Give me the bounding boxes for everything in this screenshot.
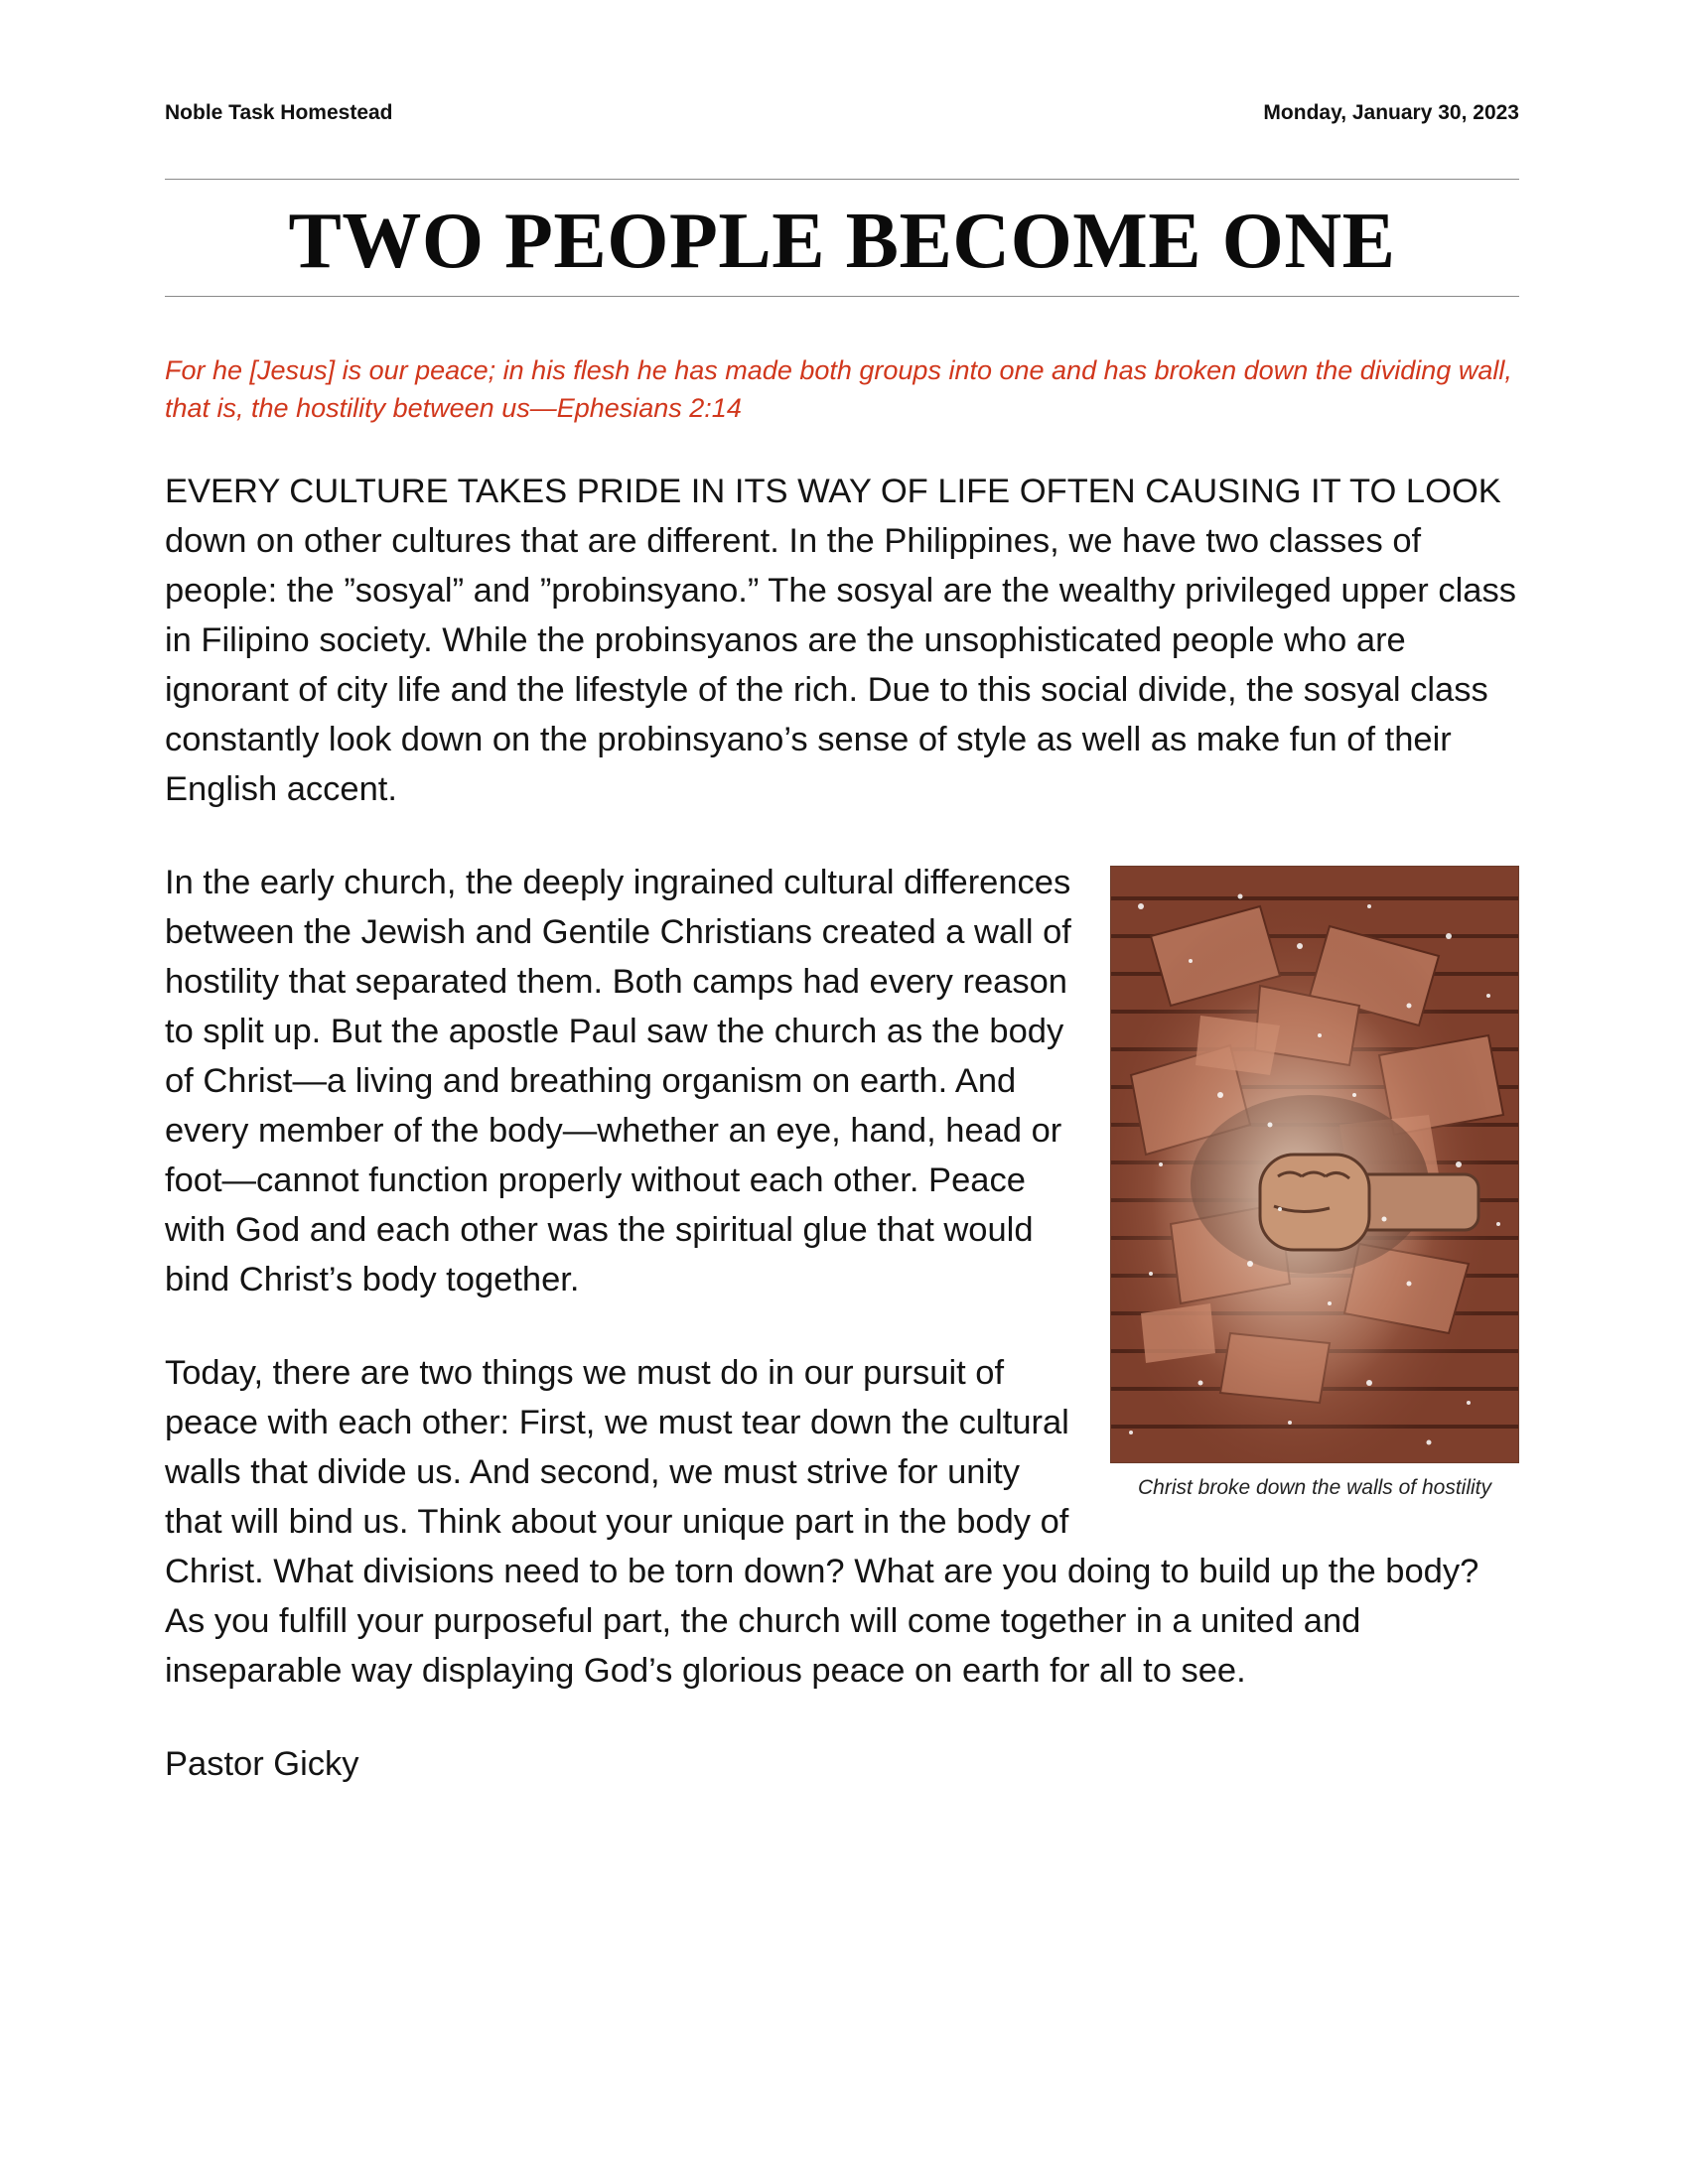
page-header: [165, 101, 1519, 125]
scripture-epigraph: For he [Jesus] is our peace; in his flesh he has made both groups into one and has broken down the dividing wall, that is, the hostility between us—Ephesians 2:14: [165, 355, 1512, 423]
title-bottom-rule: [165, 296, 1519, 297]
article-body: [165, 467, 1519, 1833]
page-title: TWO PEOPLE BECOME ONE: [288, 198, 1396, 285]
document-page: [165, 0, 1519, 2184]
paragraph-1: EVERY CULTURE TAKES PRIDE IN ITS WAY OF LIFE OFTEN CAUSING IT TO LOOK down on other cultures that are different. In the Philippines, we have two classes of people: the ”sosyal” and ”probinsyano.” The sosyal are the wealthy privileged upper class in Filipino society. While the probinsyanos are the unsophisticated people who are ignorant of city life and the lifestyle of the rich. Due to this social divide, the sosyal class constantly look down on the probinsyano’s sense of style as well as make fun of their English accent.: [165, 473, 1516, 808]
author-signature: Pastor Gicky: [165, 1745, 359, 1783]
article-figure: [1110, 866, 1519, 1501]
fist-breaking-brick-wall-image: [1110, 866, 1519, 1463]
title-top-rule: [165, 179, 1519, 180]
site-name: Noble Task Homestead: [165, 101, 393, 124]
paragraph-2: In the early church, the deeply ingrained cultural differences between the Jewish and Gentile Christians created a wall of hostility that separated them. Both camps had every reason to split up. But the apostle Paul saw the church as the body of Christ—a living and breathing organism on earth. And every member of the body—whether an eye, hand, head or foot—cannot function properly without each other. Peace with God and each other was the spiritual glue that would bind Christ’s body together.: [165, 864, 1071, 1298]
publish-date: Monday, January 30, 2023: [1263, 101, 1519, 124]
figure-caption: Christ broke down the walls of hostility: [1138, 1476, 1491, 1499]
paragraph-3: Today, there are two things we must do in our pursuit of peace with each other: First, we must tear down the cultural walls that divide us. And second, we must strive for unity that will bind us. Think about your unique part in the body of Christ. What divisions need to be torn down? What are you doing to build up the body? As you fulfill your purposeful part, the church will come together in a united and inseparable way displaying God’s glorious peace on earth for all to see.: [165, 1354, 1479, 1690]
